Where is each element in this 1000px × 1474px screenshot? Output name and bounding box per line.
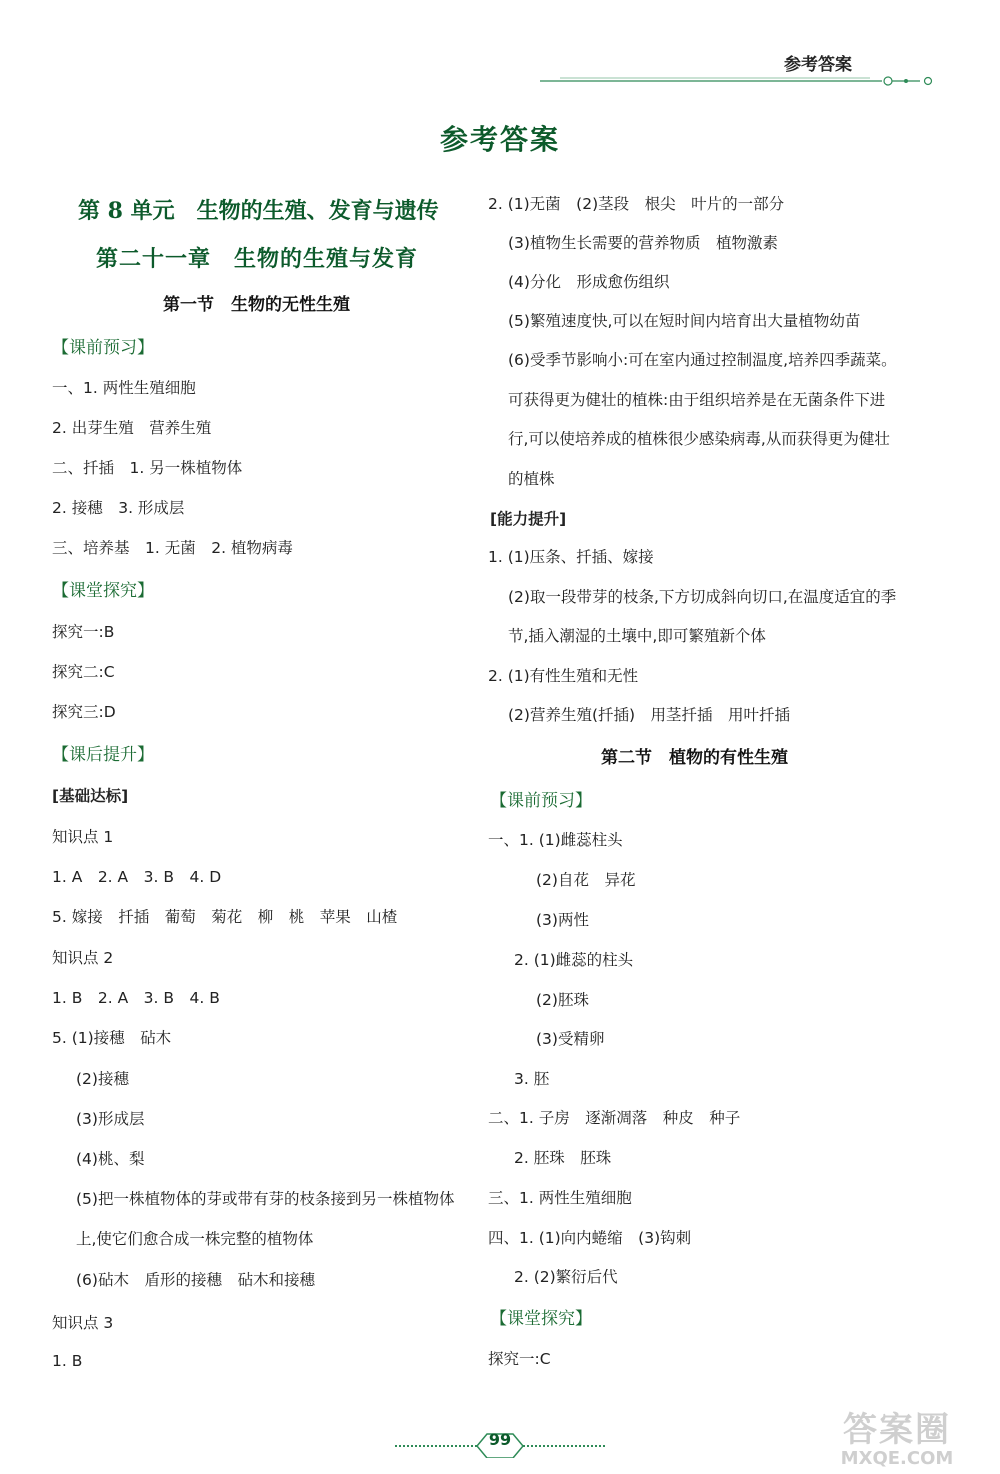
right-answer-line: (3)植物生长需要的营养物质 植物激素 [508, 234, 778, 252]
left-subheading: 【课堂探究】 [52, 581, 154, 601]
left-answer-line: 5. 嫁接 扦插 葡萄 菊花 柳 桃 苹果 山楂 [52, 908, 398, 926]
left-answer-line: (4)桃、梨 [76, 1150, 145, 1168]
right-answer-line: 行,可以使培养成的植株很少感染病毒,从而获得更为健壮 [508, 430, 890, 448]
left-answer-line: 1. B 2. A 3. B 4. B [52, 989, 220, 1007]
right-answer-line: (3)受精卵 [536, 1030, 605, 1048]
right-answer-line: (2)胚珠 [536, 991, 589, 1009]
left-answer-line: 2. 接穗 3. 形成层 [52, 499, 185, 517]
right-answer-line: (3)两性 [536, 911, 589, 929]
right-answer-line: 四、1. (1)向内蜷缩 (3)钩刺 [488, 1229, 692, 1247]
left-answer-line: (6)砧木 盾形的接穗 砧木和接穗 [76, 1271, 315, 1289]
left-answer-line: 1. B [52, 1352, 83, 1370]
right-answer-line: 1. (1)压条、扦插、嫁接 [488, 548, 654, 566]
right-answer-line: 一、1. (1)雌蕊柱头 [488, 831, 623, 849]
right-subheading: [能力提升] [490, 510, 567, 528]
right-answer-line: 三、1. 两性生殖细胞 [488, 1189, 632, 1207]
left-answer-line: 探究三:D [52, 703, 116, 721]
left-answer-line: (3)形成层 [76, 1110, 145, 1128]
left-answer-line: (2)接穗 [76, 1070, 129, 1088]
left-chapter-heading: 第二十一章 生物的生殖与发育 [96, 246, 419, 272]
right-answer-line: (2)自花 异花 [536, 871, 636, 889]
page-title: 参考答案 [439, 123, 560, 156]
header-rule-decoration [540, 76, 935, 86]
left-answer-line: 1. A 2. A 3. B 4. D [52, 868, 222, 886]
header-section-label: 参考答案 [784, 55, 852, 75]
right-answer-line: 节,插入潮湿的土壤中,即可繁殖新个体 [508, 627, 766, 645]
right-answer-line: (2)营养生殖(扦插) 用茎扦插 用叶扦插 [508, 706, 791, 724]
right-answer-line: 2. (1)无菌 (2)茎段 根尖 叶片的一部分 [488, 195, 785, 213]
right-answer-line: 2. 胚珠 胚珠 [514, 1149, 612, 1167]
left-answer-line: 探究二:C [52, 663, 115, 681]
page-number: 99 [488, 1430, 512, 1449]
watermark-url: MXQE.COM [840, 1448, 954, 1469]
watermark-mark: 答案圈 [843, 1410, 951, 1450]
left-subheading: [基础达标] [52, 787, 129, 805]
right-subheading: 【课堂探究】 [490, 1309, 592, 1329]
right-answer-line: 二、1. 子房 逐渐凋落 种皮 种子 [488, 1109, 741, 1127]
right-answer-line: 的植株 [508, 470, 555, 488]
right-answer-line: (6)受季节影响小:可在室内通过控制温度,培养四季蔬菜。 [508, 351, 897, 369]
left-answer-line: 三、培养基 1. 无菌 2. 植物病毒 [52, 539, 293, 557]
left-subheading: 【课前预习】 [52, 338, 154, 358]
right-answer-line: 2. (1)有性生殖和无性 [488, 667, 639, 685]
left-answer-line: 上,使它们愈合成一株完整的植物体 [76, 1230, 314, 1248]
watermark [802, 1410, 992, 1470]
right-answer-line: (5)繁殖速度快,可以在短时间内培育出大量植物幼苗 [508, 312, 861, 330]
left-answer-line: (5)把一株植物体的芽或带有芽的枝条接到另一株植物体 [76, 1190, 455, 1208]
right-answer-line: 可获得更为健壮的植株:由于组织培养是在无菌条件下进 [508, 391, 886, 409]
left-answer-line: 2. 出芽生殖 营养生殖 [52, 419, 212, 437]
right-answer-line: (2)取一段带芽的枝条,下方切成斜向切口,在温度适宜的季 [508, 588, 897, 606]
right-answer-line: 3. 胚 [514, 1070, 550, 1088]
left-answer-line: 探究一:B [52, 623, 115, 641]
left-answer-line: 二、扦插 1. 另一株植物体 [52, 459, 243, 477]
left-unit-heading: 第 8 单元 生物的生殖、发育与遗传 [78, 198, 439, 224]
left-answer-line: 知识点 2 [52, 949, 114, 967]
left-answer-line: 5. (1)接穗 砧木 [52, 1029, 172, 1047]
right-section-heading: 第二节 植物的有性生殖 [601, 748, 788, 768]
right-answer-line: (4)分化 形成愈伤组织 [508, 273, 670, 291]
left-answer-line: 知识点 1 [52, 828, 114, 846]
right-answer-line: 2. (2)繁衍后代 [514, 1268, 618, 1286]
left-section-heading: 第一节 生物的无性生殖 [163, 295, 350, 315]
left-answer-line: 知识点 3 [52, 1314, 114, 1332]
right-answer-line: 2. (1)雌蕊的柱头 [514, 951, 634, 969]
left-answer-line: 一、1. 两性生殖细胞 [52, 379, 196, 397]
right-answer-line: 探究一:C [488, 1350, 551, 1368]
left-subheading: 【课后提升】 [52, 745, 154, 765]
right-subheading: 【课前预习】 [490, 791, 592, 811]
